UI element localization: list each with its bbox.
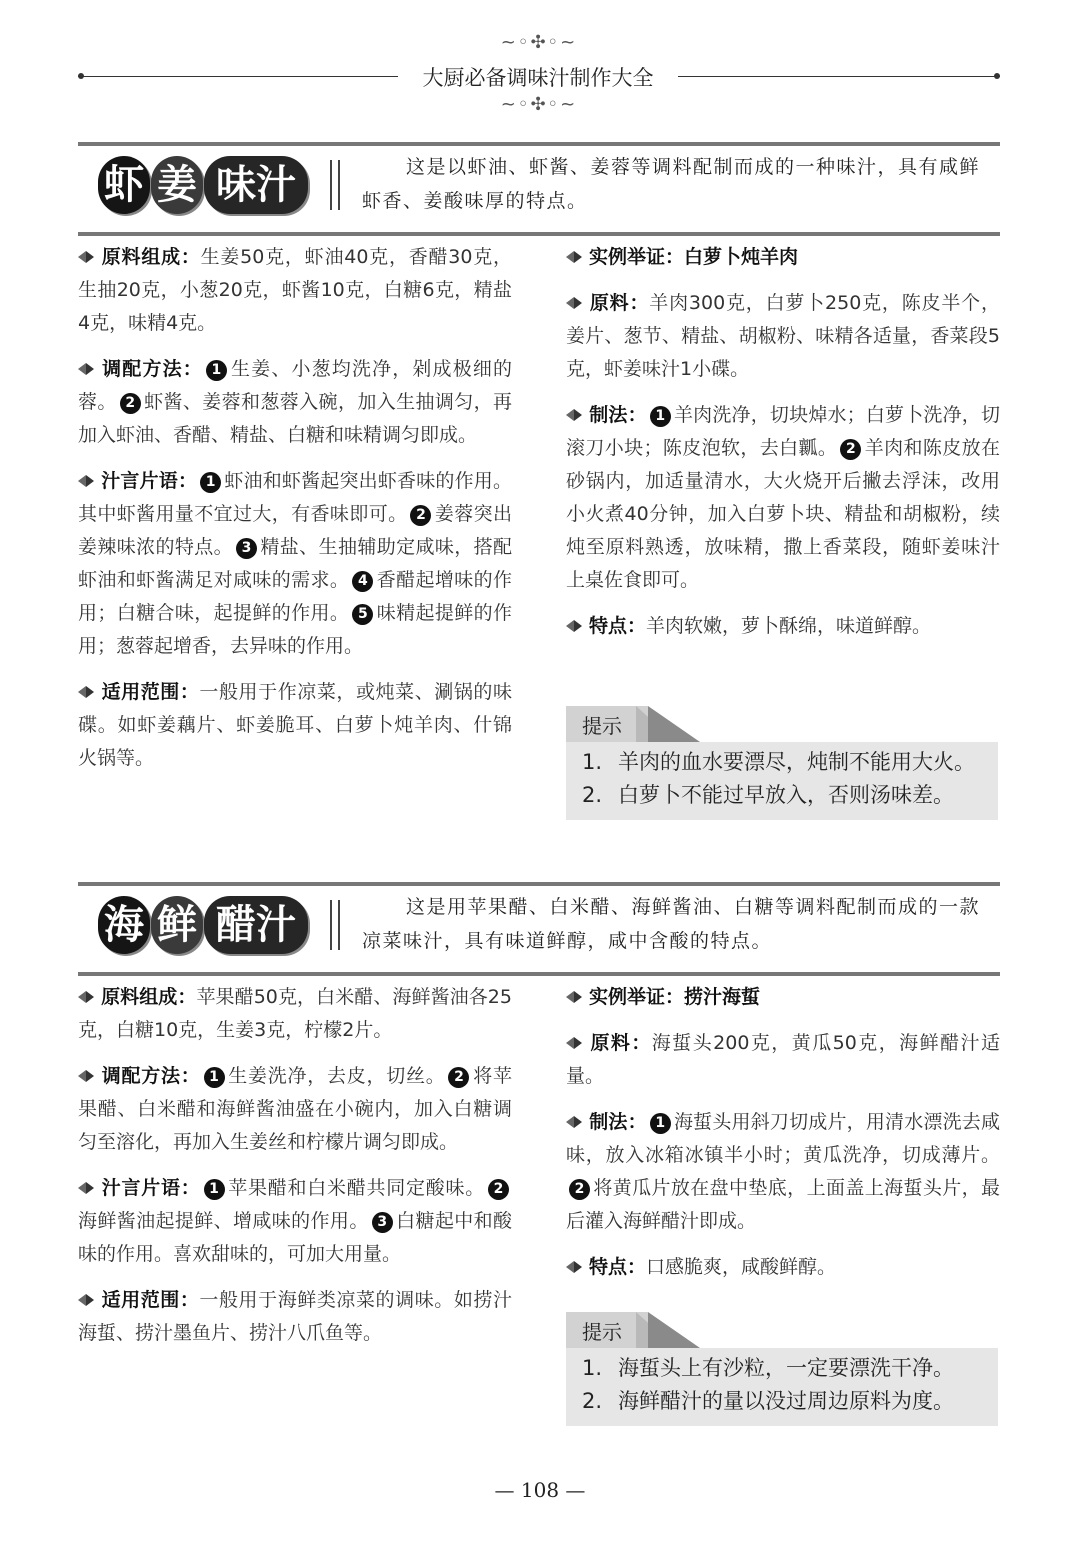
bullet-arrow-icon (78, 1070, 94, 1082)
step-number-icon: 4 (352, 571, 373, 592)
bullet-arrow-icon (566, 297, 582, 309)
step-number-icon: 2 (488, 1179, 509, 1200)
ornament-bottom-icon: ~◦✣◦~ (500, 94, 578, 115)
example-dish: 实例举证：捞汁海蜇 (566, 981, 1000, 1014)
tip-body (566, 742, 998, 820)
title-separator (330, 900, 340, 950)
badge-char: 鲜 (151, 896, 203, 954)
dish-method: 制法： 1 羊肉洗净，切块焯水；白萝卜洗净，切滚刀小块；陈皮泡软，去白瓤。 2 羊肉和陈皮放在砂锅内，加适量清水，大火烧开后撇去浮沫，改用小火煮40分钟，加入白萝卜块、精盐和胡椒粉，续炖至原料熟透，放味精，撒上香菜段，随虾姜味汁上桌佐食即可。 (566, 404, 1000, 591)
section-intro: 这是用苹果醋、白米醋、海鲜酱油、白糖等调料配制而成的一款凉菜味汁，具有味道鲜醇，咸中含酸的特点。 (362, 896, 981, 952)
tip-box-2 (566, 1312, 998, 1426)
method-paragraph: 调配方法： 1 生姜洗净，去皮，切丝。 2 将苹果醋、白米醋和海鲜酱油盛在小碗内，加入白糖调匀至溶化，再加入生姜丝和柠檬片调匀即成。 (78, 1065, 512, 1153)
usage-paragraph: 适用范围：一般用于作凉菜，或炖菜、涮锅的味碟。如虾姜藕片、虾姜脆耳、白萝卜炖羊肉、什锦火锅等。 (78, 681, 512, 769)
step-number-icon: 1 (650, 406, 671, 427)
step-number-icon: 1 (200, 472, 221, 493)
dish-ingredients: 原料：羊肉300克，白萝卜250克，陈皮半个，姜片、葱节、精盐、胡椒粉、味精各适量，香菜段5克，虾姜味汁1小碟。 (566, 292, 1000, 380)
tip-box-1 (566, 706, 998, 820)
tip-title: 提示 (566, 706, 648, 742)
tip-header (566, 1312, 998, 1348)
bullet-arrow-icon (566, 251, 582, 263)
step-number-icon: 1 (204, 1067, 225, 1088)
step-number-icon: 2 (448, 1067, 469, 1088)
bullet-arrow-icon (78, 251, 94, 263)
ornament-top-icon: ~◦✣◦~ (500, 32, 578, 53)
step-number-icon: 1 (650, 1113, 671, 1134)
bullet-arrow-icon (566, 620, 582, 632)
badge-char: 醋汁 (204, 896, 308, 954)
bullet-arrow-icon (78, 363, 94, 375)
section-title-badge (98, 896, 309, 954)
step-number-icon: 2 (410, 505, 431, 526)
ingredients-paragraph: 原料组成：苹果醋50克，白米醋、海鲜酱油各25克，白糖10克，生姜3克，柠檬2片。 (78, 986, 512, 1041)
badge-char: 味汁 (204, 156, 308, 214)
tip-body (566, 1348, 998, 1426)
bullet-arrow-icon (566, 1261, 582, 1273)
running-header-title: 大厨必备调味汁制作大全 (422, 66, 654, 90)
section-title-badge (98, 156, 309, 214)
tip-title: 提示 (566, 1312, 648, 1348)
tip-item: 2. 海鲜醋汁的量以没过周边原料为度。 (582, 1389, 954, 1413)
section-intro: 这是以虾油、虾酱、姜蓉等调料配制而成的一种味汁，具有咸鲜虾香、姜酸味厚的特点。 (362, 156, 981, 212)
bullet-arrow-icon (78, 475, 94, 487)
ingredients-paragraph: 原料组成：生姜50克，虾油40克，香醋30克，生抽20克，小葱20克，虾酱10克，白糖6克，精盐4克，味精4克。 (78, 246, 512, 334)
step-number-icon: 1 (204, 1179, 225, 1200)
badge-char: 姜 (151, 156, 203, 214)
step-number-icon: 5 (352, 604, 373, 625)
dish-features: 特点：羊肉软嫩，萝卜酥绵，味道鲜醇。 (566, 610, 1000, 643)
header-dot-left (78, 73, 84, 79)
running-header (78, 28, 1000, 124)
bullet-arrow-icon (566, 409, 582, 421)
dish-ingredients: 原料：海蜇头200克，黄瓜50克，海鲜醋汁适量。 (566, 1032, 1000, 1087)
badge-char: 海 (98, 896, 150, 954)
tip-stripe-icon (648, 1312, 700, 1348)
bullet-arrow-icon (566, 1037, 582, 1049)
method-paragraph: 调配方法： 1 生姜、小葱均洗净，剁成极细的蓉。 2 虾酱、姜蓉和葱蓉入碗，加入生抽调匀，再加入虾油、香醋、精盐、白糖和味精调匀即成。 (78, 358, 512, 446)
step-number-icon: 1 (206, 360, 227, 381)
bullet-arrow-icon (566, 1116, 582, 1128)
bullet-arrow-icon (78, 991, 94, 1003)
badge-char: 虾 (98, 156, 150, 214)
usage-paragraph: 适用范围：一般用于海鲜类凉菜的调味。如捞汁海蜇、捞汁墨鱼片、捞汁八爪鱼等。 (78, 1289, 512, 1344)
right-column-2 (566, 981, 1000, 1297)
step-number-icon: 2 (569, 1179, 590, 1200)
left-column-2 (78, 981, 512, 1363)
step-number-icon: 3 (372, 1212, 393, 1233)
header-dot-right (994, 73, 1000, 79)
tip-stripe-icon (648, 706, 700, 742)
dish-features: 特点：口感脆爽，咸酸鲜醇。 (566, 1251, 1000, 1284)
example-dish: 实例举证：白萝卜炖羊肉 (566, 241, 1000, 274)
step-number-icon: 2 (840, 439, 861, 460)
page-number: — 108 — (494, 1478, 586, 1502)
tip-item: 2. 白萝卜不能过早放入，否则汤味差。 (582, 783, 954, 807)
header-rule-right (678, 76, 1000, 77)
bullet-arrow-icon (566, 991, 582, 1003)
tip-item: 1. 海蜇头上有沙粒，一定要漂洗干净。 (582, 1356, 954, 1380)
left-column-1 (78, 241, 512, 788)
bullet-arrow-icon (78, 1182, 94, 1194)
bullet-arrow-icon (78, 1294, 94, 1306)
dish-method: 制法： 1 海蜇头用斜刀切成片，用清水漂洗去咸味，放入冰箱冰镇半小时；黄瓜洗净，切成薄片。2 将黄瓜片放在盘中垫底，上面盖上海蜇头片，最后灌入海鲜醋汁即成。 (566, 1111, 1000, 1232)
notes-paragraph: 汁言片语： 1 虾油和虾酱起突出虾香味的作用。其中虾酱用量不宜过大，有香味即可。 2 姜蓉突出姜辣味浓的特点。 3 精盐、生抽辅助定咸味，搭配虾油和虾酱满足对咸味的需求。 4 香醋起增味的作用；白糖合味，起提鲜的作用。 5 味精起提鲜的作用；葱蓉起增香，去异味的作用。 (78, 470, 512, 657)
title-separator (330, 160, 340, 210)
right-column-1 (566, 241, 1000, 656)
tip-item: 1. 羊肉的血水要漂尽，炖制不能用大火。 (582, 750, 975, 774)
step-number-icon: 3 (236, 538, 257, 559)
header-rule-left (78, 76, 398, 77)
notes-paragraph: 汁言片语： 1 苹果醋和白米醋共同定酸味。 2海鲜酱油起提鲜、增咸味的作用。 3 白糖起中和酸味的作用。喜欢甜味的，可加大用量。 (78, 1177, 512, 1265)
bullet-arrow-icon (78, 686, 94, 698)
tip-header (566, 706, 998, 742)
step-number-icon: 2 (120, 393, 141, 414)
